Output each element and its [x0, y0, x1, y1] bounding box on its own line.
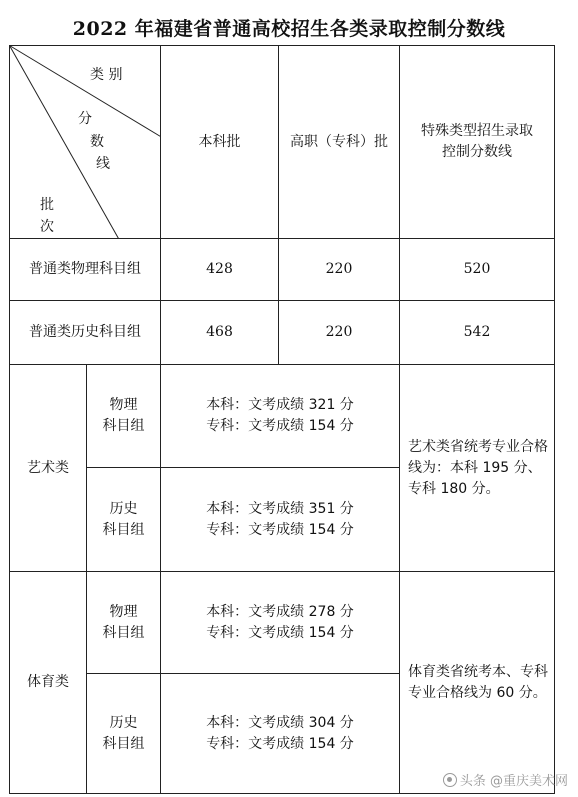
- row-physics-undergrad: 428: [206, 261, 233, 277]
- watermark-logo-icon: [443, 773, 457, 787]
- art-physics-group-line2: 科目组: [102, 418, 145, 434]
- row-history-label: 普通类历史科目组: [29, 324, 141, 340]
- row-physics-special: 520: [463, 261, 491, 277]
- header-special: [400, 46, 554, 238]
- sports-physics-scores: [161, 572, 399, 673]
- art-history-group: [87, 468, 160, 571]
- sports-history-undergrad: 本科：文考成绩 304 分: [206, 714, 354, 731]
- sports-history-group: [87, 674, 160, 793]
- art-physics-vocational: 专科：文考成绩 154 分: [206, 418, 354, 434]
- art-category-label: 艺术类: [27, 459, 69, 476]
- art-history-scores: [161, 468, 399, 571]
- art-history-group-line2: 科目组: [102, 521, 145, 538]
- row-physics-vocational: 220: [325, 261, 353, 277]
- header-vocational: 高职（专科）批: [290, 133, 388, 150]
- watermark: [443, 770, 568, 789]
- sports-physics-group: [87, 572, 160, 673]
- row-history-special: 542: [463, 324, 491, 340]
- art-history-vocational: 专科：文考成绩 154 分: [206, 521, 354, 538]
- sports-category-label: 体育类: [27, 674, 69, 690]
- art-physics-undergrad: 本科：文考成绩 321 分: [206, 397, 354, 413]
- sports-physics-group-line1: 物理: [109, 603, 138, 620]
- watermark-text: 头条 @重庆美术网: [459, 774, 568, 789]
- art-physics-group-line1: 物理: [109, 397, 138, 413]
- sports-physics-vocational: 专科：文考成绩 154 分: [206, 624, 354, 641]
- header-score-label-1: 分: [78, 111, 92, 127]
- sports-physics-group-line2: 科目组: [102, 624, 145, 641]
- art-note: 艺术类省统考专业合格线为：本科 195 分、专科 180 分。: [408, 438, 548, 497]
- art-history-undergrad: 本科：文考成绩 351 分: [206, 500, 354, 517]
- sports-note: 体育类省统考本、专科专业合格线为 60 分。: [408, 663, 548, 701]
- sports-history-group-line2: 科目组: [102, 735, 145, 752]
- row-history-vocational: 220: [325, 324, 353, 340]
- sports-history-scores: [161, 674, 399, 793]
- header-score-label-2: 数: [90, 134, 104, 150]
- header-category-label: 类 别: [90, 67, 123, 83]
- sports-history-group-line1: 历史: [109, 714, 138, 731]
- header-special-line2: 控制分数线: [442, 144, 512, 160]
- row-physics-label: 普通类物理科目组: [29, 261, 141, 277]
- header-score-label-3: 线: [96, 156, 110, 172]
- art-physics-group: [87, 365, 160, 467]
- art-history-group-line1: 历史: [109, 500, 138, 517]
- document-title: 2022 年福建省普通高校招生各类录取控制分数线: [72, 18, 506, 40]
- header-undergrad: 本科批: [198, 133, 241, 150]
- sports-physics-undergrad: 本科：文考成绩 278 分: [206, 603, 354, 620]
- art-physics-scores: [161, 365, 399, 467]
- header-batch-label-2: 次: [40, 219, 54, 235]
- header-special-line1: 特殊类型招生录取: [421, 123, 533, 139]
- sports-history-vocational: 专科：文考成绩 154 分: [206, 735, 354, 752]
- row-history-undergrad: 468: [206, 324, 233, 340]
- header-batch-label-1: 批: [40, 197, 54, 213]
